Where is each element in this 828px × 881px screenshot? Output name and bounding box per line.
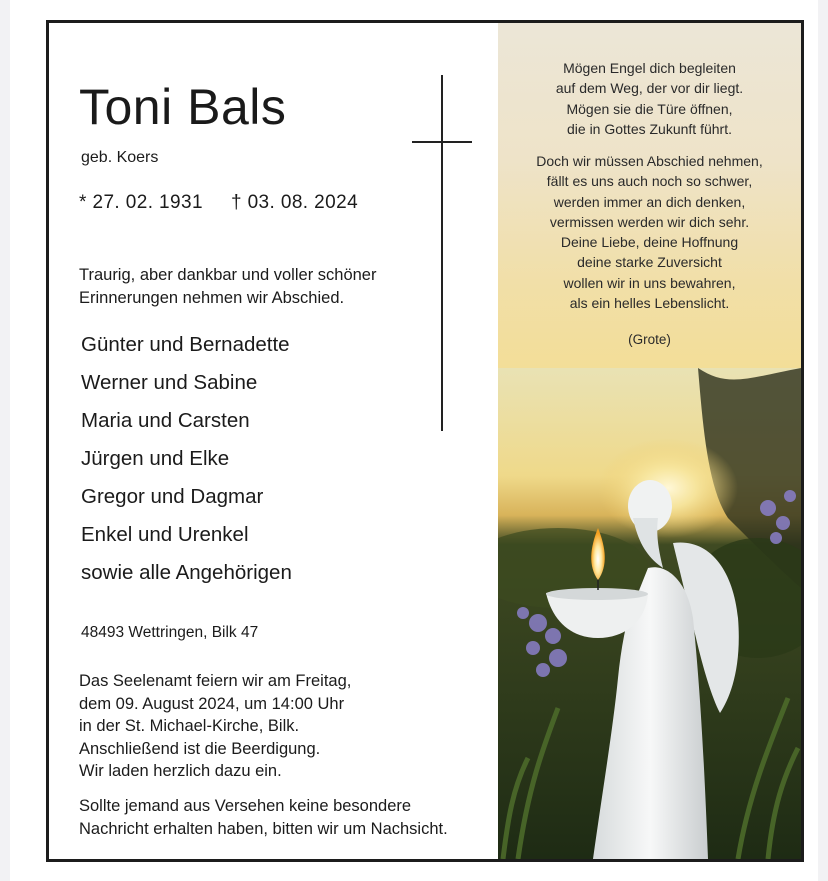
intro-line: Traurig, aber dankbar und voller schöner (79, 266, 377, 284)
birth-date: * 27. 02. 1931 (79, 192, 203, 213)
poem-stanza-2 (498, 151, 801, 313)
family-member: sowie alle Angehörigen (81, 561, 292, 584)
notice-line: Sollte jemand aus Versehen keine besondere (79, 797, 412, 815)
life-dates (79, 192, 358, 214)
poem-line: auf dem Weg, der vor dir liegt. (555, 80, 744, 97)
family-member: Maria und Carsten (81, 409, 250, 432)
poem-line: Deine Liebe, deine Hoffnung (560, 234, 739, 251)
service-line: Wir laden herzlich dazu ein. (79, 762, 282, 781)
family-member: Gregor und Dagmar (81, 485, 264, 508)
angel-candle-photo (498, 368, 801, 859)
service-line: Das Seelenamt feiern wir am Freitag, (79, 672, 352, 690)
poem-stanza-1 (498, 58, 801, 139)
family-member: Werner und Sabine (81, 371, 258, 394)
family-member: Enkel und Urenkel (81, 523, 249, 546)
cross-icon (412, 75, 472, 431)
poem-line: Mögen sie die Türe öffnen, (566, 100, 733, 117)
service-line: in der St. Michael-Kirche, Bilk. (79, 717, 300, 736)
deceased-name: Toni Bals (79, 79, 287, 135)
poem-line: vermissen werden wir dich sehr. (549, 213, 750, 230)
notice-text (79, 795, 448, 840)
notice-line: Nachricht erhalten haben, bitten wir um Nachsicht. (79, 819, 448, 838)
poem-line: die in Gottes Zukunft führt. (567, 120, 732, 137)
poem-line: Doch wir müssen Abschied nehmen, (536, 153, 763, 169)
obituary-frame (46, 20, 804, 862)
intro-line: Erinnerungen nehmen wir Abschied. (79, 289, 345, 307)
service-line: dem 09. August 2024, um 14:00 Uhr (79, 694, 345, 713)
maiden-name: geb. Koers (81, 149, 159, 166)
family-member: Günter und Bernadette (81, 333, 290, 356)
poem-line: fällt es uns auch noch so schwer, (546, 173, 753, 190)
intro-text (79, 264, 376, 310)
address: 48493 Wettringen, Bilk 47 (81, 624, 259, 641)
family-member: Jürgen und Elke (81, 447, 230, 470)
service-info (79, 670, 351, 783)
family-list (81, 332, 292, 598)
page-sheet (10, 0, 818, 881)
service-line: Anschließend ist die Beerdigung. (79, 739, 321, 758)
poem-line: als ein helles Lebenslicht. (569, 295, 730, 312)
poem-line: Mögen Engel dich begleiten (563, 60, 736, 76)
poem-line: werden immer an dich denken, (553, 193, 746, 210)
poem-line: wollen wir in uns bewahren, (563, 274, 736, 291)
poem-box (498, 23, 801, 368)
poem-author: (Grote) (628, 332, 671, 347)
poem-line: deine starke Zuversicht (577, 254, 722, 271)
death-date: † 03. 08. 2024 (230, 192, 359, 213)
